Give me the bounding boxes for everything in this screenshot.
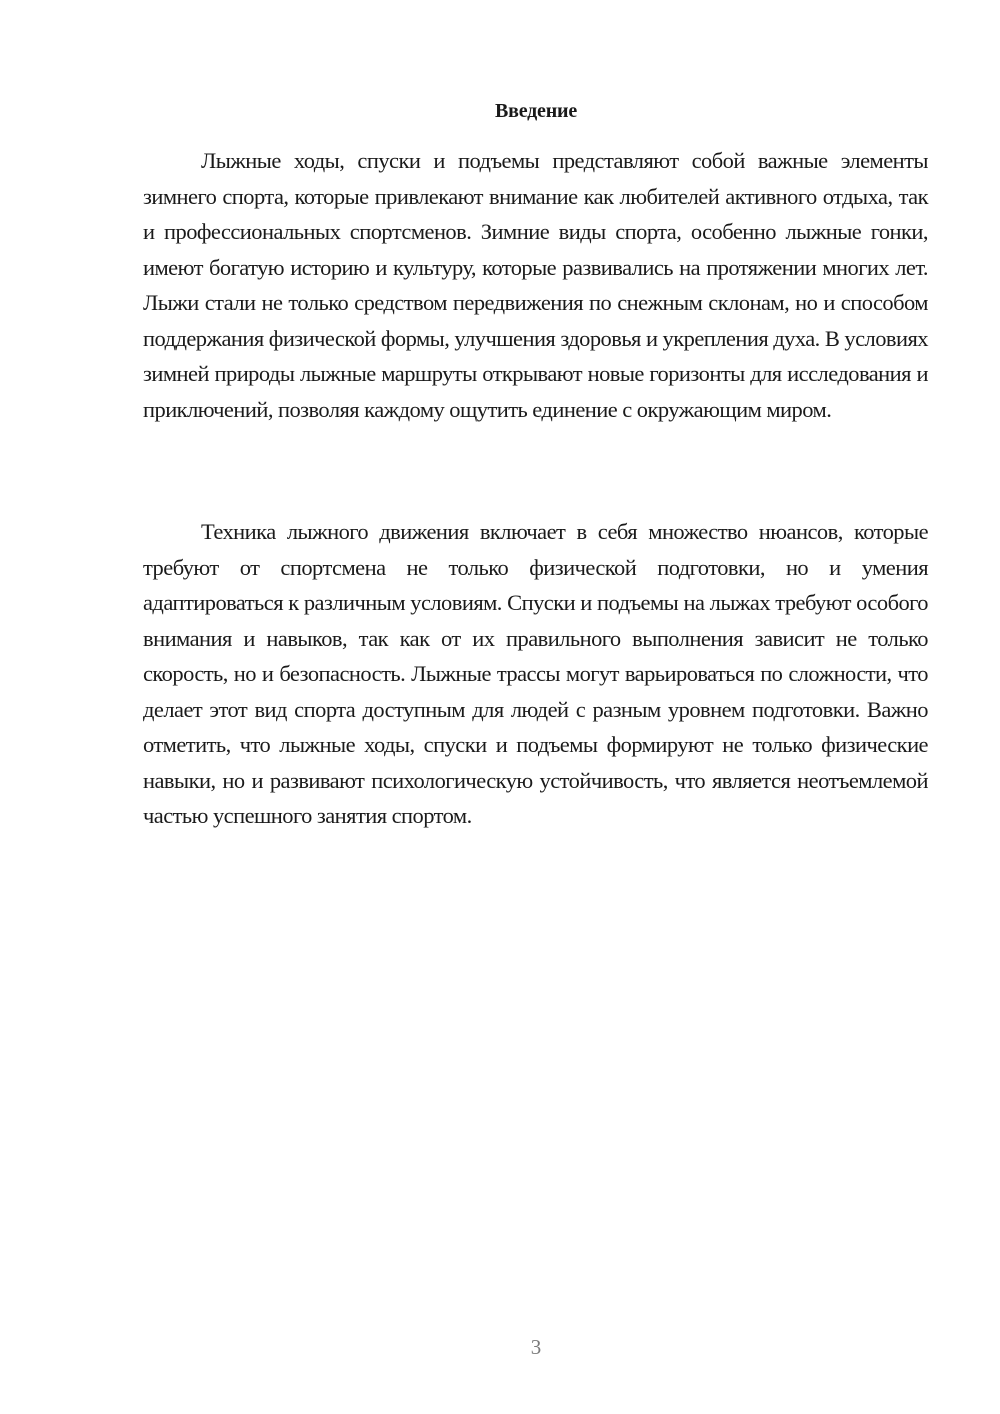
paragraph: Лыжные ходы, спуски и подъемы представляют собой важные элементы зимнего спорта, которые привлекают внимание как любителей активного отдыха, так и профессиональных спортсменов. Зимние виды спорта, особенно лыжные гонки, имеют богатую историю и культуру, которые развивались на протяжении многих лет. Лыжи стали не только средством передвижения по снежным склонам, но и способом поддержания физической формы, улучшения здоровья и укрепления духа. В условиях зимней природы лыжные маршруты открывают новые горизонты для исследования и приключений, позволяя каждому ощутить единение с окружающим миром. (143, 148, 928, 422)
paragraph-block-1 (143, 143, 928, 427)
paragraph-block-2 (143, 514, 928, 834)
paragraph: Техника лыжного движения включает в себя множество нюансов, которые требуют от спортсмена не только физической подготовки, но и умения адаптироваться к различным условиям. Спуски и подъемы на лыжах требуют особого внимания и навыков, так как от их правильного выполнения зависит не только скорость, но и безопасность. Лыжные трассы могут варьироваться по сложности, что делает этот вид спорта доступным для людей с разным уровнем подготовки. Важно отметить, что лыжные ходы, спуски и подъемы формируют не только физические навыки, но и развивают психологическую устойчивость, что является неотъемлемой частью успешного занятия спортом. (143, 519, 928, 828)
page-number: 3 (530, 1335, 542, 1359)
section-title: Введение (494, 100, 578, 122)
